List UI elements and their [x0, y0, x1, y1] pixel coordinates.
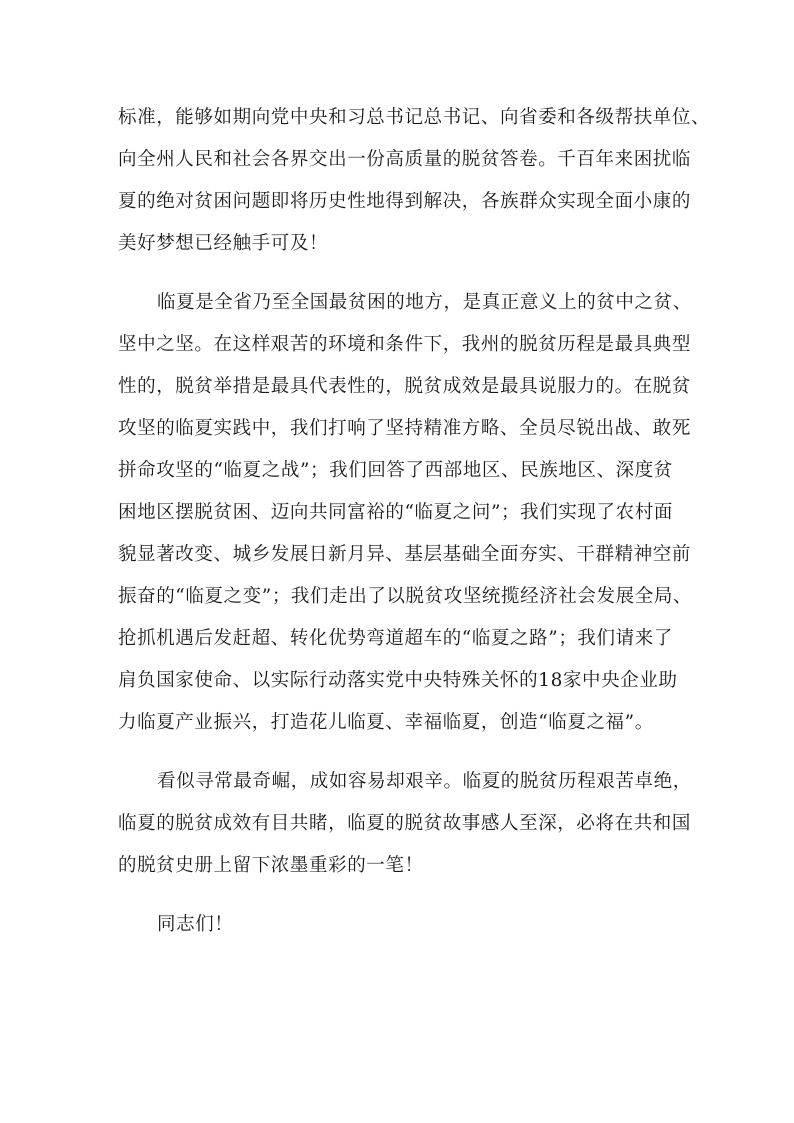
paragraph-2-line-2: 坚中之坚。在这样艰苦的环境和条件下，我州的脱贫历程是最具典型 — [118, 334, 692, 355]
paragraph-1-line-3: 夏的绝对贫困问题即将历史性地得到解决，各族群众实现全面小康的 — [118, 191, 692, 212]
paragraph-2-line-5: 拼命攻坚的“临夏之战”；我们回答了西部地区、民族地区、深度贫 — [118, 460, 673, 481]
paragraph-3-line-1: 看似寻常最奇崛，成如容易却艰辛。临夏的脱贫历程艰苦卓绝， — [157, 771, 692, 792]
paragraph-2-line-4: 攻坚的临夏实践中，我们打响了坚持精准方略、全员尽锐出战、敢死 — [118, 418, 692, 439]
paragraph-3-line-2: 临夏的脱贫成效有目共睹，临夏的脱贫故事感人至深，必将在共和国 — [118, 813, 692, 834]
paragraph-2-line-9: 抢抓机遇后发赶超、转化优势弯道超车的“临夏之路”；我们请来了 — [118, 628, 673, 649]
paragraph-2-line-1: 临夏是全省乃至全国最贫困的地方，是真正意义上的贫中之贫、 — [157, 292, 692, 313]
paragraph-1-line-4: 美好梦想已经触手可及！ — [118, 233, 329, 254]
paragraph-1-line-1: 标准，能够如期向党中央和习总书记总书记、向省委和各级帮扶单位、 — [118, 107, 711, 128]
paragraph-2-line-6: 困地区摆脱贫困、迈向共同富裕的“临夏之问”；我们实现了农村面 — [118, 502, 673, 523]
paragraph-2-line-8: 振奋的“临夏之变”；我们走出了以脱贫攻坚统揽经济社会发展全局、 — [118, 586, 693, 607]
paragraph-4-line-1: 同志们！ — [157, 914, 234, 935]
paragraph-2-line-7: 貌显著改变、城乡发展日新月异、基层基础全面夯实、干群精神空前 — [118, 544, 692, 565]
paragraph-3-line-3: 的脱贫史册上留下浓墨重彩的一笔！ — [118, 855, 424, 876]
paragraph-1-line-2: 向全州人民和社会各界交出一份高质量的脱贫答卷。千百年来困扰临 — [118, 149, 692, 170]
paragraph-2-line-11: 力临夏产业振兴，打造花儿临夏、幸福临夏，创造“临夏之福”。 — [118, 712, 654, 733]
paragraph-2-line-10: 肩负国家使命、以实际行动落实党中央特殊关怀的18家中央企业助 — [118, 670, 678, 691]
paragraph-2-line-3: 性的，脱贫举措是最具代表性的，脱贫成效是最具说服力的。在脱贫 — [118, 376, 692, 397]
